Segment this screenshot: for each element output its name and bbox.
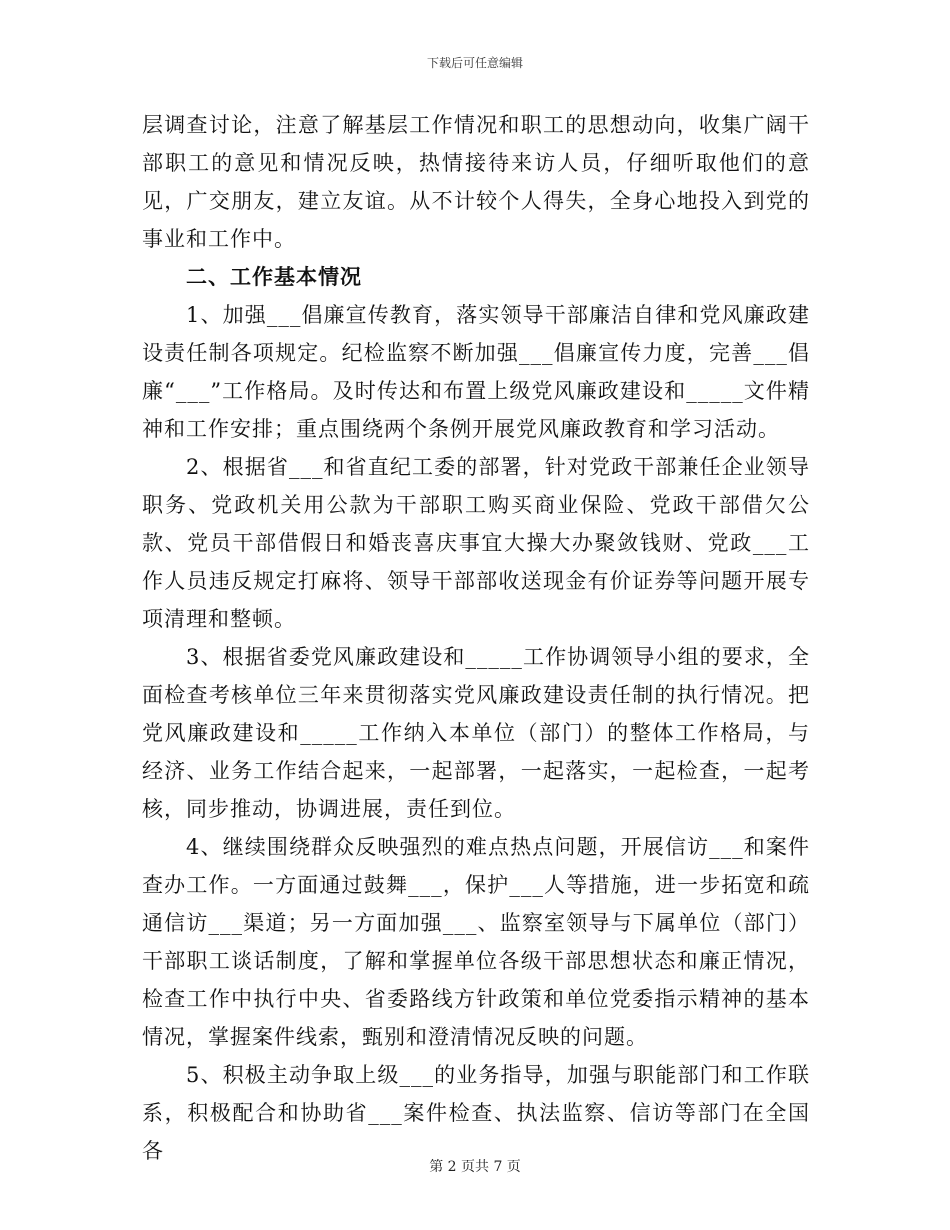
document-body — [142, 106, 810, 1170]
paragraph-continued: 层调查讨论，注意了解基层工作情况和职工的思想动向，收集广阔干部职工的意见和情况反映，热情接待来访人员，仔细听取他们的意见，广交朋友，建立友谊。从不计较个人得失，全身心地投入到党的事业和工作中。 — [142, 113, 810, 251]
page-header: 下载后可任意编辑 — [426, 56, 523, 70]
page-footer: 第 2 页共 7 页 — [429, 1159, 521, 1175]
section-heading: 二、工作基本情况 — [186, 264, 362, 289]
paragraph-item-2: 2、根据省___和省直纪工委的部署，针对党政干部兼任企业领导职务、党政机关用公款为干部职工购买商业保险、党政干部借欠公款、党员干部借假日和婚丧喜庆事宜大操大办聚敛钱财、党政___工作人员违反规定打麻将、领导干部部收送现金有价证券等问题开展专项清理和整顿。 — [142, 455, 810, 631]
paragraph-item-3: 3、根据省委党风廉政建设和_____工作协调领导小组的要求，全面检查考核单位三年来贯彻落实党风廉政建设责任制的执行情况。把党风廉政建设和_____工作纳入本单位（部门）的整体工作格局，与经济、业务工作结合起来，一起部署，一起落实，一起检查，一起考核，同步推动，协调进展，责任到位。 — [142, 645, 810, 821]
paragraph-item-4: 4、继续围绕群众反映强烈的难点热点问题，开展信访___和案件查办工作。一方面通过鼓舞___，保护___人等措施，进一步拓宽和疏通信访___渠道；另一方面加强___、监察室领导与下属单位（部门）干部职工谈话制度，了解和掌握单位各级干部思想状态和廉正情况，检查工作中执行中央、省委路线方针政策和单位党委指示精神的基本情况，掌握案件线索，甄别和澄清情况反映的问题。 — [142, 835, 810, 1049]
paragraph-item-5: 5、积极主动争取上级___的业务指导，加强与职能部门和工作联系，积极配合和协助省___案件检查、执法监察、信访等部门在全国各 — [142, 1063, 810, 1163]
paragraph-item-1: 1、加强___倡廉宣传教育，落实领导干部廉洁自律和党风廉政建设责任制各项规定。纪检监察不断加强___倡廉宣传力度，完善___倡廉“___”工作格局。及时传达和布置上级党风廉政建设和_____文件精神和工作安排；重点围绕两个条例开展党风廉政教育和学习活动。 — [142, 303, 810, 441]
